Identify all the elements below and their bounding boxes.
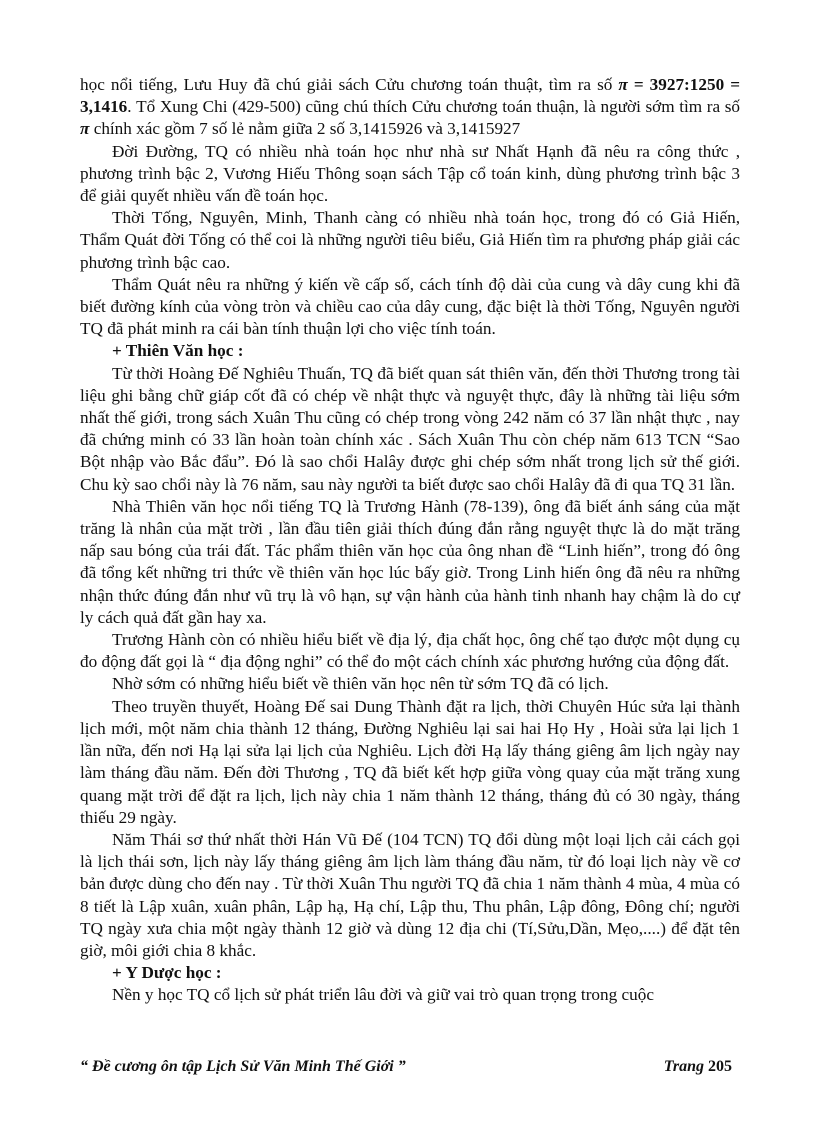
footer-title: “ Đề cương ôn tập Lịch Sử Văn Minh Thế Giới ” <box>80 1058 406 1075</box>
formula-value: = 3927:1250 = 3,1416 <box>80 75 740 117</box>
paragraph-tong-nguyen: Thời Tống, Nguyên, Minh, Thanh càng có nhiều nhà toán học, trong đó có Giả Hiến, Thẩm Quát đời Tống có thể coi là những người tiêu biểu, Giả Hiến tìm ra phương pháp giải các phương trình bậc cao. <box>80 208 740 272</box>
footer-page <box>664 1058 732 1076</box>
paragraph-tham-quat: Thẩm Quát nêu ra những ý kiến về cấp số, cách tính độ dài của cung và dây cung khi đã biết đường kính của vòng tròn và chiều cao của dây cung, đặc biệt là thời Tống, Nguyên người TQ đã phát minh ra cái bàn tính thuận lợi cho việc tính toán. <box>80 274 740 339</box>
heading-astronomy: + Thiên Văn học : <box>112 341 244 361</box>
heading-medicine: + Y Dược học : <box>112 963 222 983</box>
paragraph-seismograph: Trương Hành còn có nhiều hiểu biết về địa lý, địa chất học, ông chế tạo được một dụng cụ đo động đất gọi là “ địa động nghi” có thể đo một cách chính xác phương hướng của động đất. <box>80 630 740 672</box>
page-body <box>80 74 740 1007</box>
pi-symbol: π <box>80 119 90 139</box>
paragraph-calendar-legend: Theo truyền thuyết, Hoàng Đế sai Dung Thành đặt ra lịch, thời Chuyên Húc sửa lại thành lịch mới, một năm chia thành 12 tháng, Đường Nghiêu lại sai hai Họ Hy , Hoài sửa lại lịch 1 lần nữa, đến nơi Hạ lại sửa lại lịch của Nghiêu. Lịch đời Hạ lấy tháng giêng âm lịch ngày nay làm tháng đầu năm. Đến đời Thương , TQ đã biết kết hợp giữa vòng quay của mặt trăng xung quang mặt trời để đặt ra lịch, lịch này chia 1 năm thành 12 tháng, tháng đủ có 30 ngày, tháng thiếu 29 ngày. <box>80 696 740 827</box>
paragraph-truong-hanh: Nhà Thiên văn học nổi tiếng TQ là Trương Hành (78-139), ông đã biết ánh sáng của mặt trăng là nhân của mặt trời , lần đầu tiên giải thích đúng đắn rằng nguyệt thực là do mặt trăng nấp sau bóng của trái đất. Tác phẩm thiên văn học của ông nhan đề “Linh hiến”, trong đó ông đã tổng kết những tri thức về thiên văn học lúc bấy giờ. Trong Linh hiến ông đã nêu ra những nhận thức đúng đắn như vũ trụ là vô hạn, sự vận hành của hành tinh nhanh hay chậm là do cự ly cách quả đất gần hay xa. <box>80 496 740 627</box>
text-run: chính xác gồm 7 số lẻ nằm giữa 2 số 3,1415926 và 3,1415927 <box>89 119 521 139</box>
paragraph-pi <box>80 74 740 141</box>
page-footer <box>80 1058 732 1076</box>
paragraph-calendar-intro: Nhờ sớm có những hiểu biết về thiên văn học nên từ sớm TQ đã có lịch. <box>112 674 609 694</box>
page-label: Trang <box>663 1058 708 1075</box>
paragraph-han-calendar: Năm Thái sơ thứ nhất thời Hán Vũ Đế (104 TCN) TQ đổi dùng một loại lịch cải cách gọi là lịch thái sơn, lịch này lấy tháng giêng âm lịch làm tháng đầu năm, từ đó loại lịch này về cơ bản được dùng cho đến nay . Từ thời Xuân Thu người TQ đã chia 1 năm thành 4 mùa, 4 mùa có 8 tiết là Lập xuân, xuân phân, Lập hạ, Hạ chí, Lập thu, Thu phân, Lập đông, Đông chí; người TQ ngày xưa chia một ngày thành 12 giờ và dùng 12 địa chi (Tí,Sửu,Dần, Mẹo,....) để đặt tên giờ, môi giới chia 8 khắc. <box>80 829 740 960</box>
paragraph-duong: Đời Đường, TQ có nhiều nhà toán học như nhà sư Nhất Hạnh đã nêu ra công thức , phương trình bậc 2, Vương Hiếu Thông soạn sách Tập cổ toán kinh, dùng phương trình bậc 3 để giải quyết nhiều vấn đề toán học. <box>80 141 740 206</box>
page-number: 205 <box>708 1058 732 1075</box>
text-run: học nổi tiếng, Lưu Huy đã chú giải sách Cửu chương toán thuật, tìm ra số <box>80 75 619 94</box>
paragraph-medicine: Nền y học TQ cổ lịch sử phát triển lâu đời và giữ vai trò quan trọng trong cuộc <box>112 985 654 1005</box>
pi-symbol: π <box>618 75 628 94</box>
text-run: . Tổ Xung Chi (429-500) cũng chú thích Cửu chương toán thuận, là người sớm tìm ra số <box>127 97 740 117</box>
paragraph-astronomy-history: Từ thời Hoàng Đế Nghiêu Thuấn, TQ đã biết quan sát thiên văn, đến thời Thương trong tài liệu ghi bằng chữ giáp cốt đã có chép về nhật thực và nguyệt thực, đây là những tài liệu sớm nhất thế giới, trong sách Xuân Thu cũng có chép trong vòng 242 năm có 37 lần nhật thực , nay đã chứng minh có 33 lần hoàn toàn chính xác . Sách Xuân Thu còn chép năm 613 TCN “Sao Bột nhập vào Bắc đẩu”. Đó là sao chổi Halây được ghi chép sớm nhất trong lịch sử thế giới. Chu kỳ sao chổi này là 76 năm, sau này người ta biết được sao chổi Halây đã đi qua TQ 31 lần. <box>80 363 740 494</box>
